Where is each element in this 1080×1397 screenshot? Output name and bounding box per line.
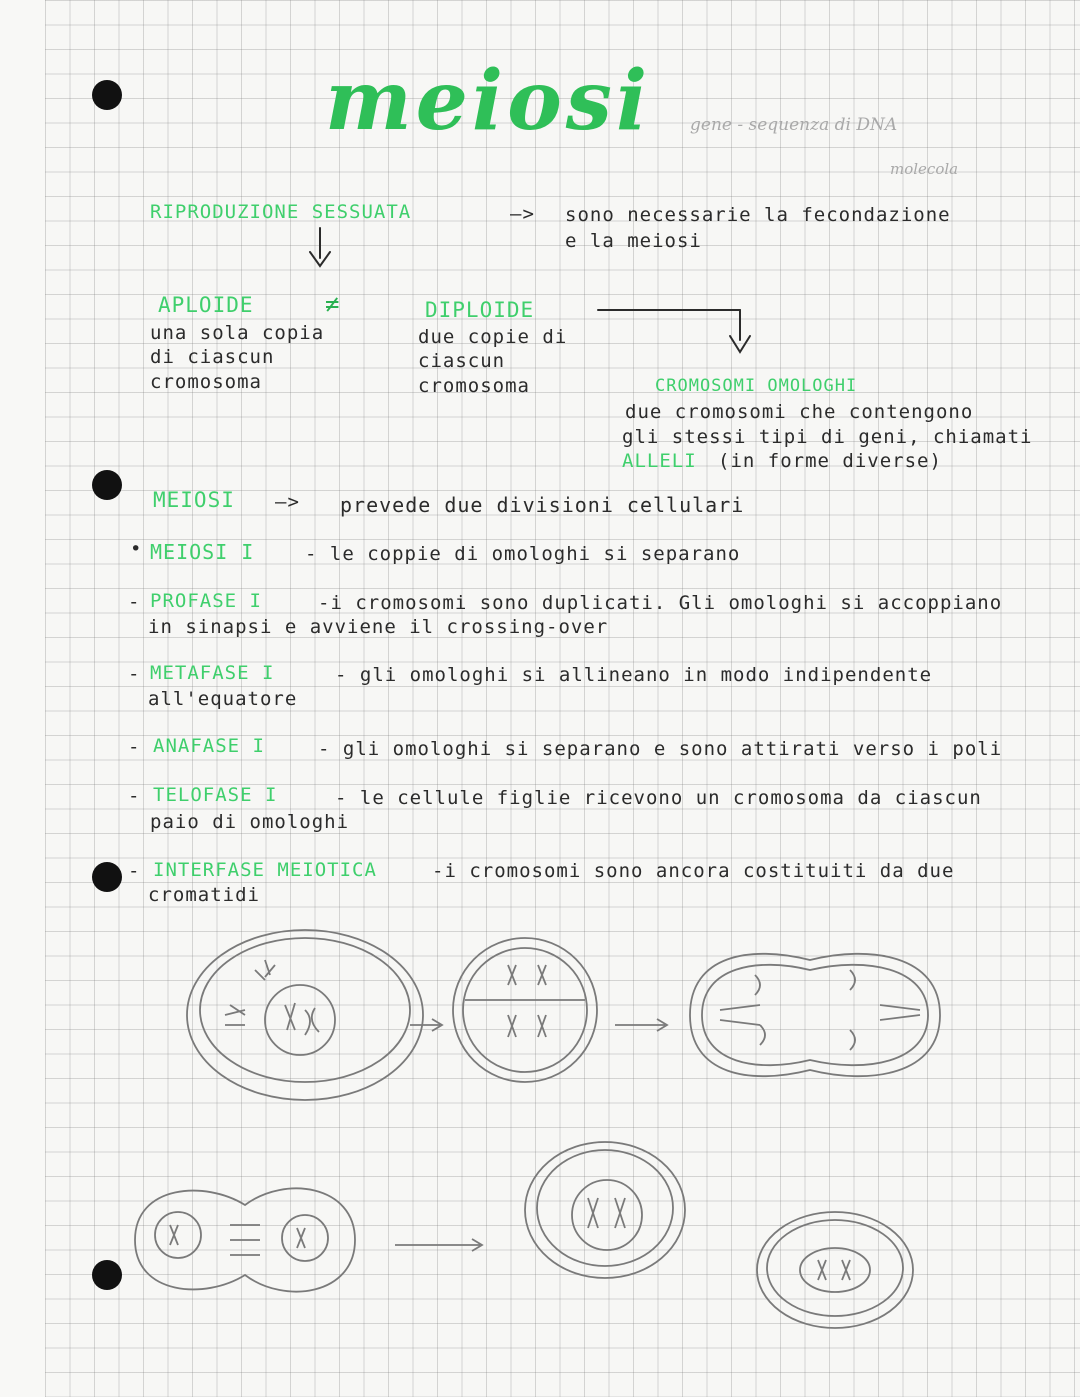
aploide-line-2: di ciascun [150,346,275,368]
cell-drawing [525,1142,685,1278]
phase-dash: - [128,663,141,685]
intro-heading: RIPRODUZIONE SESSUATA [150,201,412,223]
meiosi1-text: - le coppie di omologhi si separano [305,543,741,565]
alleli-label: ALLELI [622,450,697,472]
phase-name: INTERFASE MEIOTICA [153,859,377,881]
meiosi-arrow: —> [275,491,300,513]
phase-text-1: - gli omologhi si allineano in modo indipendente [335,664,933,686]
phase-dash: - [128,785,141,807]
phase-name: ANAFASE I [153,735,265,757]
page-title: meiosi [325,53,652,149]
phase-name: METAFASE I [150,662,275,684]
aploide-line-1: una sola copia [150,322,325,344]
margin-note: gene - sequenza di DNA [690,115,898,135]
omologhi-line-2: gli stessi tipi di geni, chiamati [622,426,1033,448]
cell-drawing [757,1212,913,1328]
phase-dash: - [128,591,141,613]
omologhi-line-3: (in forme diverse) [718,450,942,472]
phase-text-2: paio di omologhi [150,811,350,833]
phase-text-1: -i cromosomi sono ancora costituiti da due [432,860,955,882]
omologhi-line-1: due cromosomi che contengono [625,401,974,423]
intro-text-2: e la meiosi [565,230,702,252]
diploide-line-1: due copie di [418,326,568,348]
bullet: • [130,538,143,560]
intro-text-1: sono necessarie la fecondazione [565,204,951,226]
diploide-line-3: cromosoma [418,375,530,397]
meiosi-text: prevede due divisioni cellulari [340,493,745,517]
phase-text-1: -i cromosomi sono duplicati. Gli omologhi si accoppiano [318,592,1003,614]
meiosi1-heading: MEIOSI I [150,540,255,564]
phase-name: PROFASE I [150,590,262,612]
margin-note-2: molecola [890,160,959,178]
phase-dash: - [128,736,141,758]
phase-dash: - [128,860,141,882]
phase-name: TELOFASE I [153,784,278,806]
intro-arrow: —> [510,203,535,225]
omologhi-heading: CROMOSOMI OMOLOGHI [655,376,858,396]
phase-text-2: all'equatore [148,688,298,710]
phase-text-1: - le cellule figlie ricevono un cromosoma da ciascun [335,787,982,809]
phase-text-2: cromatidi [148,884,260,906]
phase-text-2: in sinapsi e avviene il crossing-over [148,616,609,638]
meiosi-heading: MEIOSI [153,488,235,512]
diploide-heading: DIPLOIDE [425,298,535,322]
cell-drawing [453,938,597,1082]
not-equal-sign: ≠ [325,290,341,318]
aploide-line-3: cromosoma [150,371,262,393]
diploide-line-2: ciascun [418,350,506,372]
cell-drawing [187,930,423,1100]
phase-text-1: - gli omologhi si separano e sono attirati verso i poli [318,738,1003,760]
aploide-heading: APLOIDE [158,293,254,317]
